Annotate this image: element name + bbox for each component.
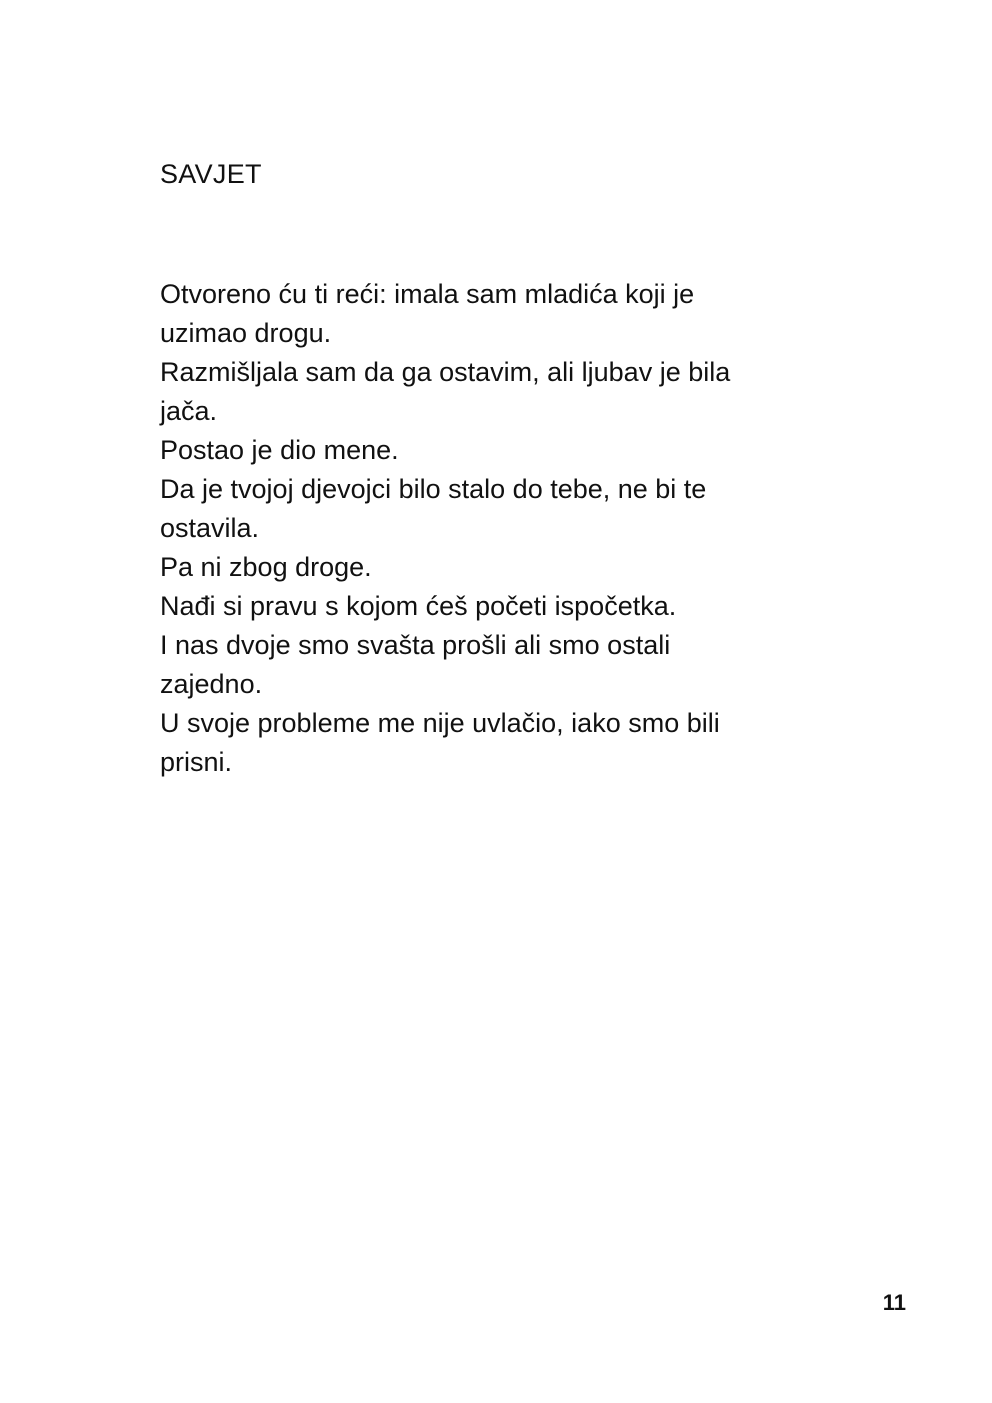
text-line: I nas dvoje smo svašta prošli ali smo ostali [160, 630, 671, 660]
page-title: SAVJET [160, 159, 262, 189]
text-line: Da je tvojoj djevojci bilo stalo do tebe, ne bi te [160, 474, 707, 504]
text-line: ostavila. [160, 513, 260, 543]
text-line: Pa ni zbog droge. [160, 552, 372, 582]
text-line: jača. [160, 396, 218, 426]
text-line: Postao je dio mene. [160, 435, 399, 465]
text-line: Otvoreno ću ti reći: imala sam mladića koji je [160, 279, 695, 309]
text-line: zajedno. [160, 669, 263, 699]
text-line: Nađi si pravu s kojom ćeš početi ispočetka. [160, 591, 677, 621]
page-number: 11 [882, 1290, 906, 1315]
text-line: uzimao drogu. [160, 318, 332, 348]
poem-body [160, 275, 840, 782]
text-line: U svoje probleme me nije uvlačio, iako smo bili [160, 708, 720, 738]
text-line: Razmišljala sam da ga ostavim, ali ljubav je bila [160, 357, 731, 387]
text-line: prisni. [160, 747, 233, 777]
